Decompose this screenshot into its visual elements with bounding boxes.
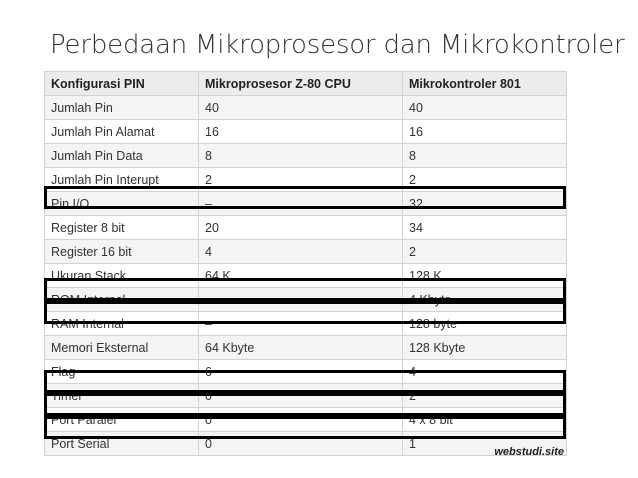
cell-801: 32: [403, 192, 567, 216]
cell-config: Jumlah Pin Interupt: [45, 168, 199, 192]
cell-801: 128 Kbyte: [403, 336, 567, 360]
table-row: [45, 216, 567, 240]
cell-config: Port Serial: [45, 432, 199, 456]
cell-801: 2: [403, 384, 567, 408]
cell-z80: 16: [199, 120, 403, 144]
cell-config: Jumlah Pin Alamat: [45, 120, 199, 144]
cell-config: Ukuran Stack: [45, 264, 199, 288]
cell-z80: –: [199, 312, 403, 336]
cell-z80: 64 K: [199, 264, 403, 288]
cell-801: 128 byte: [403, 312, 567, 336]
cell-z80: 8: [199, 144, 403, 168]
table-row: [45, 192, 567, 216]
table-row: [45, 360, 567, 384]
cell-z80: 6: [199, 360, 403, 384]
table-header-row: [45, 72, 567, 96]
cell-config: Port Paralel: [45, 408, 199, 432]
cell-config: ROM Internal: [45, 288, 199, 312]
cell-801: 1: [403, 432, 567, 456]
table-row: [45, 288, 567, 312]
comparison-table-container: [44, 71, 566, 456]
table-row: [45, 144, 567, 168]
cell-config: Timer: [45, 384, 199, 408]
table-row: [45, 312, 567, 336]
cell-z80: 4: [199, 240, 403, 264]
table-row: [45, 408, 567, 432]
table-row: [45, 384, 567, 408]
cell-config: Register 16 bit: [45, 240, 199, 264]
cell-config: Memori Eksternal: [45, 336, 199, 360]
cell-801: 34: [403, 216, 567, 240]
cell-z80: –: [199, 192, 403, 216]
cell-801: 40: [403, 96, 567, 120]
cell-801: 4: [403, 360, 567, 384]
header-mikrokontroler: Mikrokontroler 801: [403, 72, 567, 96]
table-row: [45, 432, 567, 456]
cell-z80: 64 Kbyte: [199, 336, 403, 360]
cell-801: 128 K: [403, 264, 567, 288]
table-row: [45, 240, 567, 264]
cell-config: RAM Internal: [45, 312, 199, 336]
cell-z80: –: [199, 288, 403, 312]
cell-config: Pin I/O: [45, 192, 199, 216]
cell-801: 2: [403, 168, 567, 192]
cell-z80: 0: [199, 384, 403, 408]
cell-z80: 0: [199, 408, 403, 432]
cell-801: 4 Kbyte: [403, 288, 567, 312]
cell-801: 16: [403, 120, 567, 144]
table-row: [45, 264, 567, 288]
cell-config: Register 8 bit: [45, 216, 199, 240]
cell-801: 4 x 8 bit: [403, 408, 567, 432]
header-konfigurasi-pin: Konfigurasi PIN: [45, 72, 199, 96]
cell-801: 8: [403, 144, 567, 168]
cell-z80: 40: [199, 96, 403, 120]
cell-801: 2: [403, 240, 567, 264]
watermark: webstudi.site: [494, 446, 564, 458]
cell-z80: 2: [199, 168, 403, 192]
table-row: [45, 336, 567, 360]
cell-config: Flag: [45, 360, 199, 384]
comparison-table: [44, 71, 567, 456]
slide-title: Perbedaan Mikroprosesor dan Mikrokontroler: [50, 30, 625, 60]
cell-z80: 0: [199, 432, 403, 456]
cell-config: Jumlah Pin: [45, 96, 199, 120]
table-row: [45, 120, 567, 144]
table-row: [45, 168, 567, 192]
cell-config: Jumlah Pin Data: [45, 144, 199, 168]
header-mikroprosesor: Mikroprosesor Z-80 CPU: [199, 72, 403, 96]
cell-z80: 20: [199, 216, 403, 240]
table-row: [45, 96, 567, 120]
